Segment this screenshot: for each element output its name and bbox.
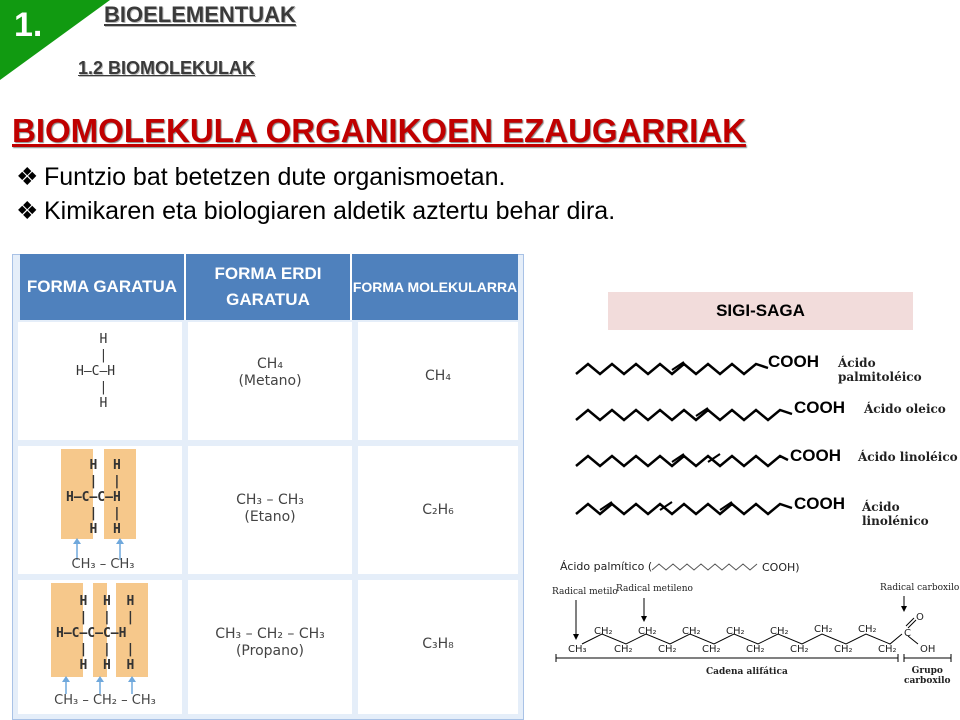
propane-structure: H H H | | | H–C–C–C–H | | | H H H <box>56 594 135 673</box>
section-number: 1. <box>14 6 43 44</box>
radical-metilo-label: Radical metilo <box>552 587 618 597</box>
header-forma-garatua: FORMA GARATUA <box>20 254 186 320</box>
sigi-saga-label: SIGI-SAGA <box>608 292 913 330</box>
acid-name: Ácido oleico <box>864 402 946 416</box>
cooh-group: COOH <box>794 398 845 417</box>
ethane-molecular: C₂H₆ <box>422 502 454 518</box>
fatty-acid-chains <box>572 350 802 530</box>
radical-carboxilo-label: Radical carboxilo <box>880 583 960 593</box>
c-label: C <box>904 628 911 639</box>
acid-name: Ácido linolénico <box>862 500 929 528</box>
radical-metileno-label: Radical metileno <box>616 584 693 594</box>
acid-name: Ácido palmitoléico <box>838 356 922 384</box>
methane-structure: H | H–C–H | H <box>76 332 116 411</box>
propane-semi: CH₃ – CH₂ – CH₃ (Propano) <box>215 626 325 659</box>
propane-molecular: C₃H₈ <box>422 636 454 652</box>
grupo-label: Grupo carboxilo <box>904 666 951 686</box>
ch2-label: CH₂ <box>614 644 633 655</box>
diamond-bullet-icon: ❖ <box>16 163 39 191</box>
page-title: BIOMOLEKULA ORGANIKOEN EZAUGARRIAK <box>12 112 746 149</box>
diamond-bullet-icon: ❖ <box>16 197 39 225</box>
table-header <box>20 254 518 320</box>
header-forma-molekularra: FORMA MOLEKULARRA <box>352 254 518 320</box>
ch2-label: CH₂ <box>726 626 745 637</box>
ch2-label: CH₂ <box>702 644 721 655</box>
ch2-label: CH₂ <box>746 644 765 655</box>
ethane-bottom: CH₃ – CH₃ <box>71 557 135 572</box>
ch2-label: CH₂ <box>682 626 701 637</box>
palmitic-end: COOH) <box>762 561 800 574</box>
oh-label: OH <box>920 644 936 655</box>
ch2-label: CH₂ <box>814 624 833 635</box>
ch2-label: CH₂ <box>878 644 897 655</box>
ch2-label: CH₂ <box>858 624 877 635</box>
propane-bottom: CH₃ – CH₂ – CH₃ <box>54 693 156 708</box>
bullet-item: ❖ Kimikaren eta biologiaren aldetik aztertu behar dira. <box>16 194 615 228</box>
bullet-item: ❖ Funtzio bat betetzen dute organismoetan. <box>16 160 615 194</box>
ethane-structure: H H | | H–C–C–H | | H H <box>66 458 121 537</box>
methane-molecular: CH₄ <box>425 368 451 384</box>
methane-semi: CH₄ (Metano) <box>238 356 302 389</box>
header-subtitle: 1.2 BIOMOLEKULAK <box>78 58 256 78</box>
ch2-label: CH₂ <box>834 644 853 655</box>
acid-name: Ácido linoléico <box>858 450 958 464</box>
cooh-group: COOH <box>794 494 845 513</box>
ch3-label: CH₃ <box>568 644 587 655</box>
ch2-label: CH₂ <box>658 644 677 655</box>
cooh-group: COOH <box>790 446 841 465</box>
palmitic-mini-chain <box>650 560 762 574</box>
header-forma-erdi-garatua: FORMA ERDI GARATUA <box>186 254 352 320</box>
cadena-label: Cadena alifática <box>706 667 788 677</box>
ch2-label: CH₂ <box>770 626 789 637</box>
cooh-group: COOH <box>768 352 819 371</box>
o-label: O <box>916 612 924 623</box>
ch2-label: CH₂ <box>594 626 613 637</box>
palmitic-structure <box>546 596 956 720</box>
bullet-list <box>16 160 615 228</box>
ch2-label: CH₂ <box>790 644 809 655</box>
palmitic-label: Ácido palmítico ( <box>560 560 653 573</box>
ethane-semi: CH₃ – CH₃ (Etano) <box>236 492 304 525</box>
header-title: BIOELEMENTUAK <box>104 2 296 27</box>
ch2-label: CH₂ <box>638 626 657 637</box>
